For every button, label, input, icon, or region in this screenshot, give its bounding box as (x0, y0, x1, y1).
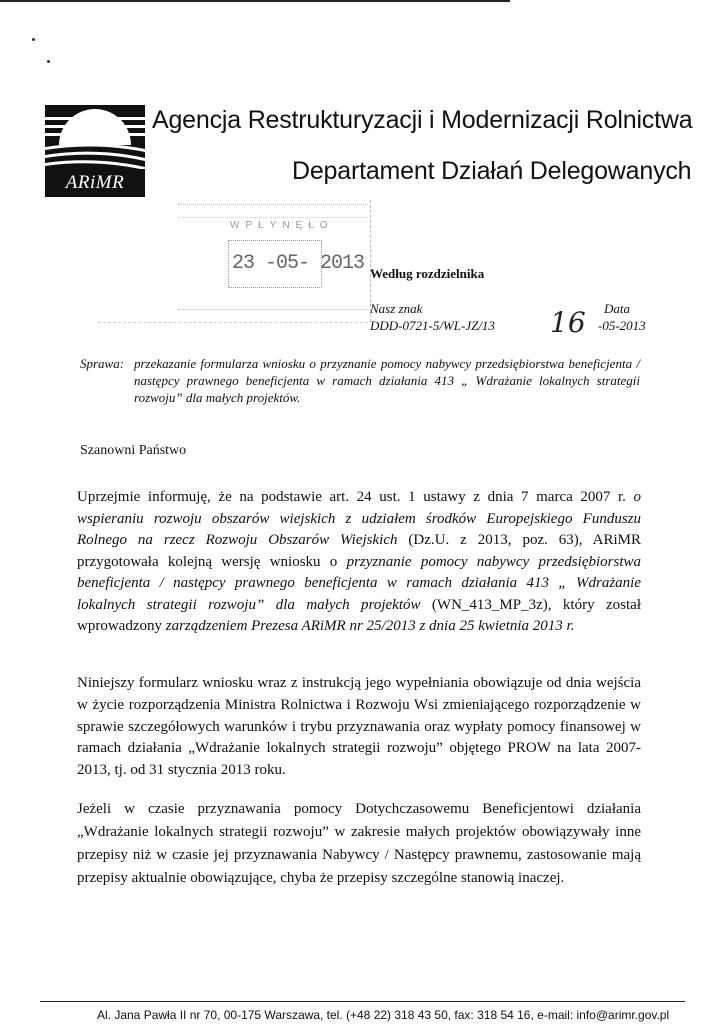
paragraph-1-text: Uprzejmie informuję, że na podstawie art. 24 ust. 1 ustawy z dnia 7 marca 2007 r. (77, 489, 634, 505)
date-label: Data (604, 301, 630, 316)
greeting: Szanowni Państwo (80, 443, 187, 458)
subject-block (80, 355, 640, 406)
arimr-logo (45, 105, 145, 197)
paragraph-1-text: (WN_413_MP_3z), który został wprowadzony (77, 596, 641, 634)
addressee: Według rozdzielnika (370, 266, 485, 281)
scan-speck (47, 60, 50, 63)
stamp-word: WPŁYNĘŁO (230, 220, 334, 231)
footer-address: Al. Jana Pawła II nr 70, 00-175 Warszawa, tel. (+48 22) 318 43 50, fax: 318 54 16, e-mail: info@arimr.gov.pl (97, 1008, 670, 1022)
paragraph-3: Jeżeli w czasie przyznawania pomocy Dotychczasowemu Beneficjentowi działania „Wdrażanie lokalnych strategii rozwoju” w zakresie małych projektów obowiązywały inne przepisy niż w czasie jej przyznawania Nabywcy / Następcy prawnemu, zastosowanie mają przepisy aktualnie obowiązujące, chyba że przepisy szczególne stanowią inaczej. (77, 801, 641, 886)
reference-label: Nasz znak (370, 301, 423, 316)
received-stamp (178, 200, 371, 322)
top-border-line (0, 0, 510, 2)
department-name: Departament Działań Delegowanych (292, 157, 692, 185)
paragraph-1 (77, 487, 641, 638)
agency-name: Agencja Restrukturyzacji i Modernizacji Rolnictwa (152, 106, 693, 134)
stamp-date: 23 -05- 2013 (232, 252, 365, 275)
ordinance-reference: zarządzeniem Prezesa ARiMR nr 25/2013 z dnia 25 kwietnia 2013 r. (165, 618, 575, 634)
reference-number: DDD-0721-5/WL-JZ/13 (370, 318, 495, 333)
subject-text: przekazanie formularza wniosku o przyznanie pomocy nabywcy przedsiębiorstwa beneficjenta / następcy prawnego beneficjenta w ramach działania 413 „ Wdrażanie lokalnych strategii rozwoju” dla małych projektów. (134, 356, 640, 405)
stamp-border (178, 293, 368, 310)
date-value: -05-2013 (598, 318, 646, 333)
paragraph-1-text: (Dz.U. z 2013, poz. 63), ARiMR przygotowała kolejną wersję wniosku o (77, 532, 641, 570)
subject-label: Sprawa: (80, 356, 125, 371)
paragraph-2: Niniejszy formularz wniosku wraz z instrukcją jego wypełniania obowiązuje od dnia wejścia w życie rozporządzenia Ministra Rolnictwa i Rozwoju Wsi zmieniającego rozporządzenie w sprawie szczegółowych warunków i trybu przyznawania oraz wypłaty pomocy finansowej w ramach działania „Wdrażanie lokalnych strategii rozwoju” objętego PROW na lata 2007-2013, tj. od 31 stycznia 2013 roku. (77, 675, 641, 779)
sun-fields-icon (45, 105, 145, 171)
scan-speck (32, 38, 35, 41)
footer-divider (40, 1001, 685, 1002)
stamp-border (178, 204, 368, 218)
stamp-dash-line (98, 322, 368, 323)
logo-text: ARiMR (45, 169, 145, 197)
form-title: przyznanie pomocy nabywcy przedsiębiorstwa beneficjenta / następcy prawnego beneficjenta w ramach działania 413 „ Wdrażanie lokalnych strategii rozwoju” dla małych projektów (77, 553, 641, 613)
date-day-handwritten: 16 (550, 306, 586, 339)
act-title: o wspieraniu rozwoju obszarów wiejskich z udziałem środków Europejskiego Funduszu Rolnego na rzecz Rozwoju Obszarów Wiejskich (77, 489, 641, 548)
